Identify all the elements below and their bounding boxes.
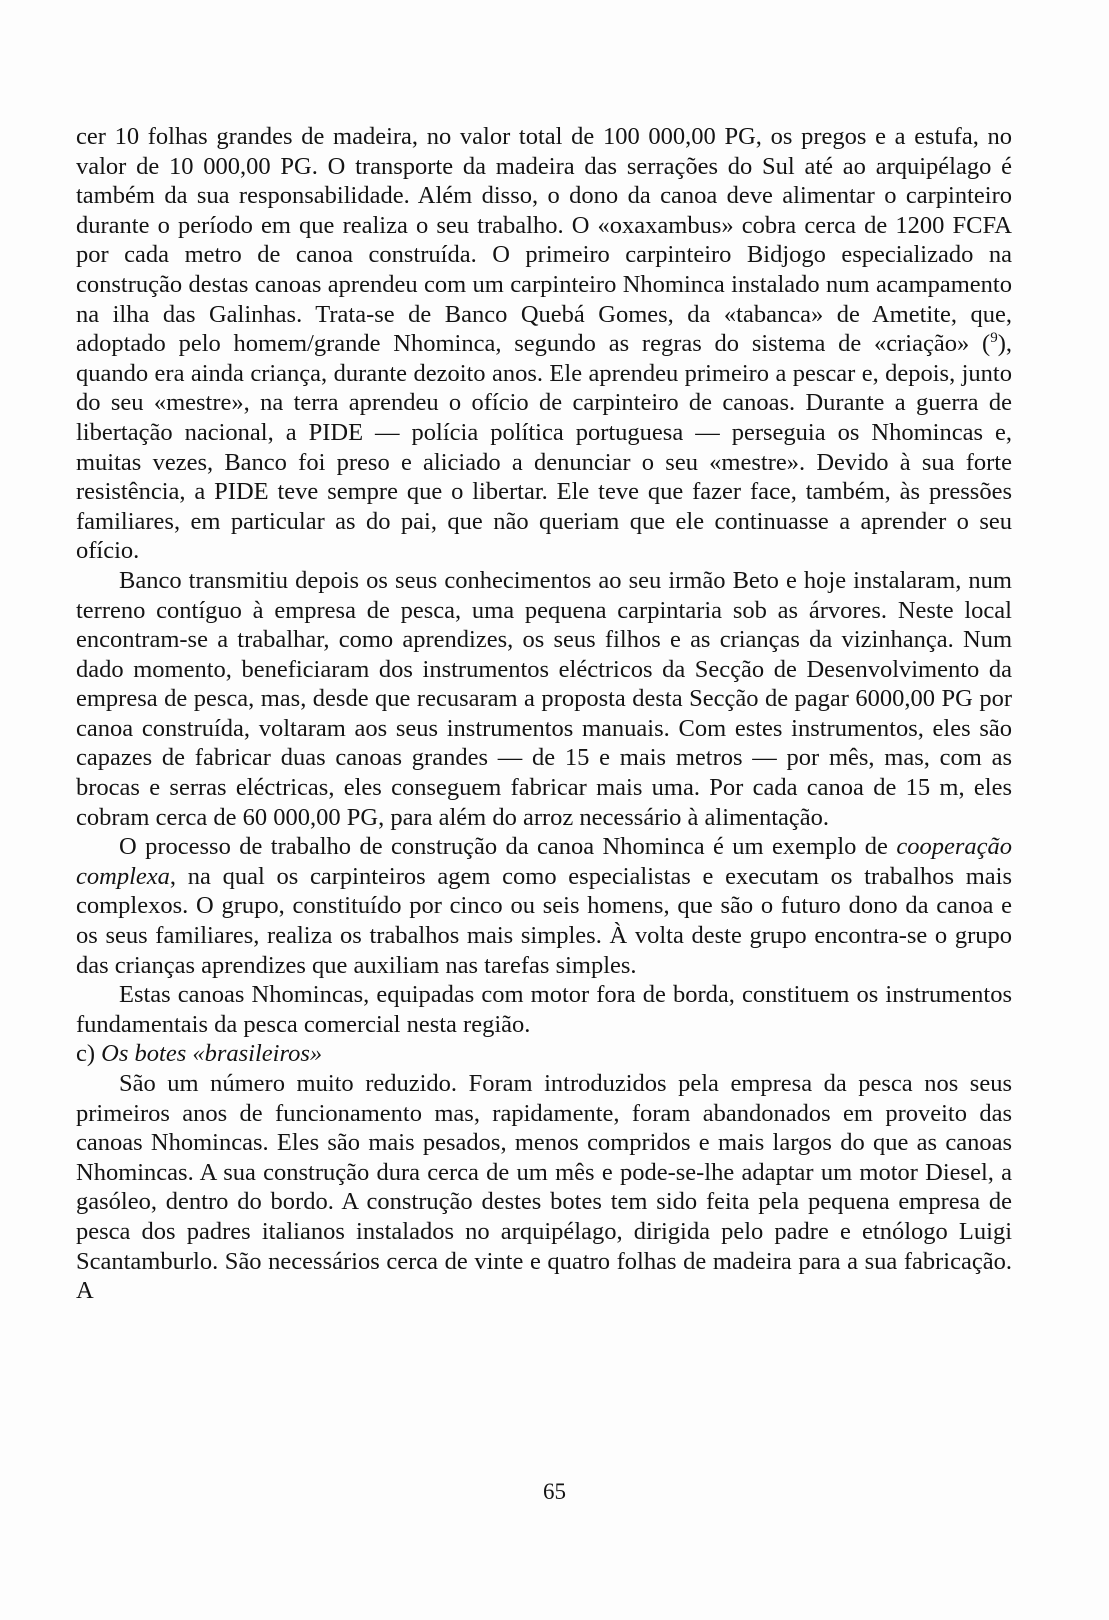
section-paragraph: São um número muito reduzido. Foram introduzidos pela empresa da pesca nos seus primeiros anos de funcionamento mas, rapidamente, foram abandonados em proveito das canoas Nhomincas. Eles são mais pesados, menos compridos e mais largos do que as canoas Nhomincas. A sua construção dura cerca de um mês e pode-se-lhe adaptar um motor Diesel, a gasóleo, dentro do bordo. A construção destes botes tem sido feita pela pequena empresa de pesca dos padres italianos instalados no arquipélago, dirigida pelo padre e etnólogo Luigi Scantamburlo. São necessários cerca de vinte e quatro folhas de madeira para a sua fabricação. A <box>76 1070 1012 1305</box>
emphasized-term: cooperação complexa <box>76 833 1012 890</box>
paragraph-1-text: cer 10 folhas grandes de madeira, no valor total de 100 000,00 PG, os pregos e a estufa, no valor de 10 000,00 PG. O transporte da madeira das serrações do Sul até ao arquipélago é também da sua responsabilidade. Além disso, o dono da canoa deve alimentar o carpinteiro durante o período em que realiza o seu trabalho. O «oxaxambus» cobra cerca de 1200 FCFA por cada metro de canoa construída. O primeiro carpinteiro Bidjogo especializado na construção destas canoas aprendeu com um carpinteiro Nhominca instalado num acampamento na ilha das Galinhas. Trata-se de Banco Quebá Gomes, da «tabanca» de Ametite, que, adoptado pelo homem/grande Nhominca, segundo as regras do sistema de «criação» <box>76 123 1012 358</box>
paragraph-4: Estas canoas Nhomincas, equipadas com motor fora de borda, constituem os instrumentos fundamentais da pesca comercial nesta região. <box>76 981 1012 1038</box>
paragraph-3-text-start: O processo de trabalho de construção da canoa Nhominca é um exemplo de <box>119 833 897 861</box>
paragraph-2: Banco transmitiu depois os seus conhecimentos ao seu irmão Beto e hoje instalaram, num terreno contíguo à empresa de pesca, uma pequena carpintaria sob as árvores. Neste local encontram-se a trabalhar, como aprendizes, os seus filhos e as crianças da vizinhança. Num dado momento, beneficiaram dos instrumentos eléctricos da Secção de Desenvolvimento da empresa de pesca, mas, desde que recusaram a proposta desta Secção de pagar 6000,00 PG por canoa construída, voltaram aos seus instrumentos manuais. Com estes instrumentos, eles são capazes de fabricar duas canoas grandes — de 15 e mais metros — por mês, mas, com as brocas e serras eléctricas, eles conseguem fabricar mais uma. Por cada canoa de 15 m, eles cobram cerca de 60 000,00 PG, para além do arroz necessário à alimentação. <box>76 566 1012 831</box>
footnote-reference: 9 <box>990 330 998 346</box>
body-text <box>76 122 1012 1306</box>
section-heading-label: c) <box>76 1040 102 1068</box>
paragraph-1: cer 10 folhas grandes de madeira, no valor total de 100 000,00 PG, os pregos e a estufa, no valor de 10 000,00 PG. O transporte da madeira das serrações do Sul até ao arquipélago é também da sua responsabilidade. Além disso, o dono da canoa deve alimentar o carpinteiro durante o período em que realiza o seu trabalho. O «oxaxambus» cobra cerca de 1200 FCFA por cada metro de canoa construída. O primeiro carpinteiro Bidjogo especializado na construção destas canoas aprendeu com um carpinteiro Nhominca instalado num acampamento na ilha das Galinhas. Trata-se de Banco Quebá Gomes, da «tabanca» de Ametite, que, adoptado pelo homem/grande Nhominca, segundo as regras do sistema de «criação» ($^9$), quando era ainda criança, durante dezoito anos. Ele aprendeu primeiro a pescar e, depois, junto do seu «mestre», na terra aprendeu o ofício de carpinteiro de canoas. Durante a guerra de libertação nacional, a PIDE — polícia política portuguesa — perseguia os Nhomincas e, muitas vezes, Banco foi preso e aliciado a denunciar o seu «mestre». Devido à sua forte resistência, a PIDE teve sempre que o libertar. Ele teve que fazer face, também, às pressões familiares, em particular as do pai, que não queriam que ele continuasse a aprender o seu ofício. <box>76 123 1012 565</box>
section-heading <box>76 1039 1012 1069</box>
page-number: 65 <box>543 1479 566 1504</box>
paragraph-3 <box>76 832 1012 980</box>
paragraph-1-continuation: ), quando era ainda criança, durante dezoito anos. Ele aprendeu primeiro a pescar e, depois, junto do seu «mestre», na terra aprendeu o ofício de carpinteiro de canoas. Durante a guerra de libertação nacional, a PIDE — polícia política portuguesa — perseguia os Nhomincas e, muitas vezes, Banco foi preso e aliciado a denunciar o seu «mestre». Devido à sua forte resistência, a PIDE teve sempre que o libertar. Ele teve que fazer face, também, às pressões familiares, em particular as do pai, que não queriam que ele continuasse a aprender o seu ofício. <box>76 330 1012 565</box>
section-heading-title: Os botes «brasileiros» <box>101 1040 323 1068</box>
paragraph-3-text-end: , na qual os carpinteiros agem como especialistas e executam os trabalhos mais complexos. O grupo, constituído por cinco ou seis homens, que são o futuro dono da canoa e os seus familiares, realiza os trabalhos mais simples. À volta deste grupo encontra-se o grupo das crianças aprendizes que auxiliam nas tarefas simples. <box>76 862 1012 979</box>
